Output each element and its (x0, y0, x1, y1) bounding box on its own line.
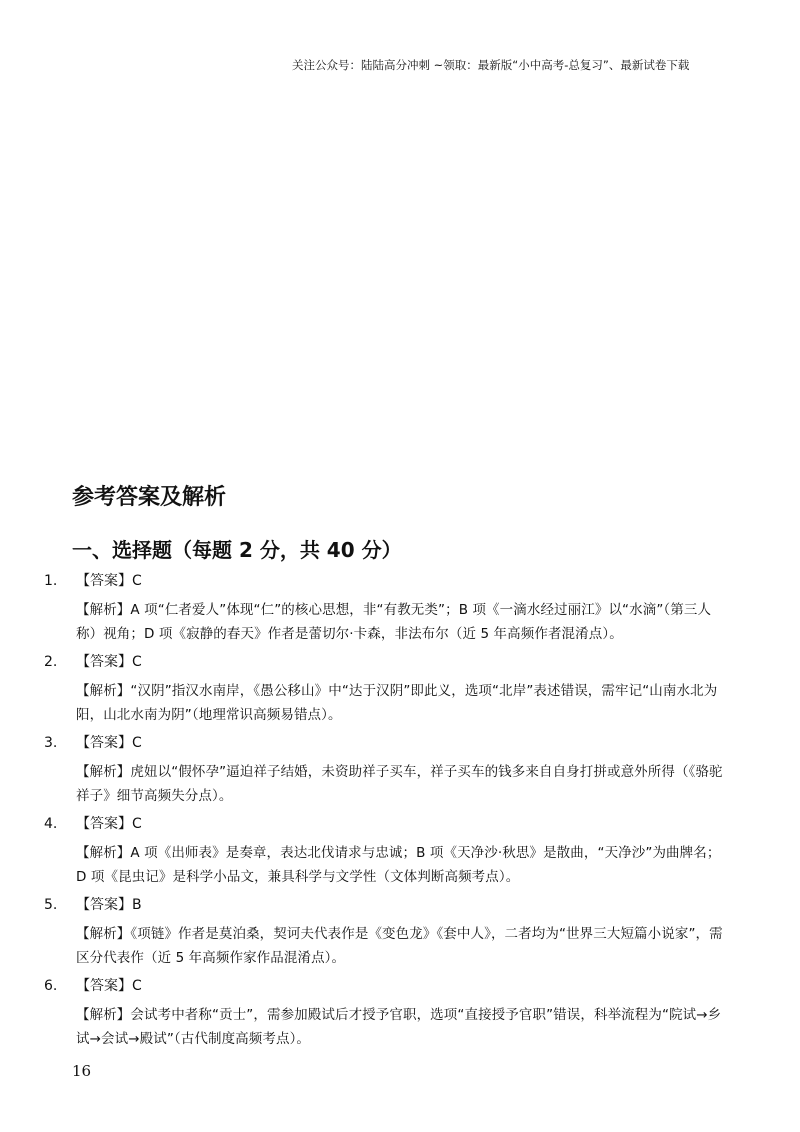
document-title: 参考答案及解析 (72, 485, 227, 510)
page-number: 16 (72, 1062, 92, 1080)
analysis-text: 【解析】“汉阴”指汉水南岸，《愚公移山》中“达于汉阴”即此义，选项“北岸”表述错误，需牢记“山南水北为阳，山北水南为阴”（地理常识高频易错点）。 (76, 683, 718, 723)
answer-line: 【答案】C (76, 816, 142, 832)
analysis-text: 【解析】虎妞以“假怀孕”逼迫祥子结婚，未资助祥子买车，祥子买车的钱多来自自身打拼或意外所得（《骆驼祥子》细节高频失分点）。 (76, 764, 723, 804)
question-number: 3. (44, 735, 58, 751)
answer-list (0, 571, 800, 1051)
analysis-text: 【解析】A 项“仁者爱人”体现“仁”的核心思想，非“有教无类”；B 项《一滴水经过丽江》以“水滴”（第三人称）视角；D 项《寂静的春天》作者是蕾切尔·卡森，非法布尔（近 5 年高频作者混淆点）。 (76, 602, 712, 642)
section-heading: 一、选择题（每题 2 分，共 40 分） (72, 538, 402, 562)
question-item (0, 733, 800, 808)
answer-line: 【答案】C (76, 654, 142, 670)
question-item (0, 895, 800, 970)
question-number: 4. (44, 816, 58, 832)
answer-line: 【答案】B (76, 897, 142, 913)
question-number: 6. (44, 978, 58, 994)
question-item (0, 814, 800, 889)
analysis-text: 【解析】A 项《出师表》是奏章，表达北伐请求与忠诚；B 项《天净沙·秋思》是散曲，“天净沙”为曲牌名；D 项《昆虫记》是科学小品文，兼具科学与文学性（文体判断高频考点）。 (76, 845, 721, 885)
question-item (0, 571, 800, 646)
answer-line: 【答案】C (76, 573, 142, 589)
answer-line: 【答案】C (76, 978, 142, 994)
analysis-text: 【解析】《项链》作者是莫泊桑，契诃夫代表作是《变色龙》《套中人》，二者均为“世界三大短篇小说家”，需区分代表作（近 5 年高频作家作品混淆点）。 (76, 926, 723, 966)
analysis-text: 【解析】会试考中者称“贡士”，需参加殿试后才授予官职，选项“直接授予官职”错误，科举流程为“院试→乡试→会试→殿试”（古代制度高频考点）。 (76, 1007, 722, 1047)
answer-line: 【答案】C (76, 735, 142, 751)
header-note: 关注公众号：陆陆高分冲刺 ~领取：最新版“小中高考-总复习”、最新试卷下载 (292, 58, 690, 72)
question-number: 1. (44, 573, 58, 589)
question-number: 5. (44, 897, 58, 913)
question-item (0, 976, 800, 1051)
question-item (0, 652, 800, 727)
question-number: 2. (44, 654, 58, 670)
